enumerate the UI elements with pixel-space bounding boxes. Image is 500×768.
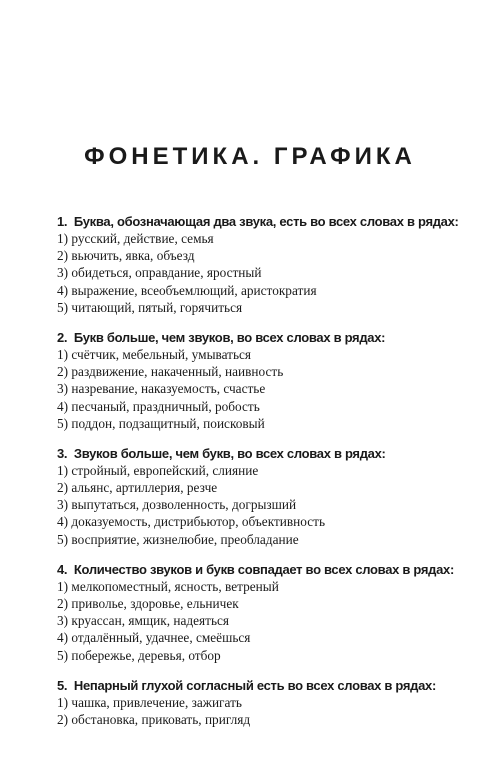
- answer-option: [57, 264, 457, 281]
- question-text: Звуков больше, чем букв, во всех словах в рядах:: [73, 445, 386, 461]
- answer-option: [57, 629, 457, 646]
- question-number: 5.: [57, 677, 68, 693]
- answer-option-number: 1): [57, 346, 69, 362]
- answer-option-text: читающий, пятый, горячиться: [71, 299, 243, 315]
- answer-option: [57, 711, 457, 728]
- answer-option: [57, 398, 457, 415]
- question-block: [57, 213, 457, 316]
- answer-option-text: выпутаться, дозволенность, догрызший: [71, 497, 297, 513]
- question-text: Непарный глухой согласный есть во всех словах в рядах:: [73, 677, 437, 693]
- answer-option-text: чашка, привлечение, зажигать: [71, 694, 242, 710]
- answer-option: [57, 694, 457, 711]
- question-number: 4.: [57, 561, 68, 577]
- answer-option: [57, 531, 457, 548]
- question-text: Количество звуков и букв совпадает во всех словах в рядах:: [73, 561, 454, 577]
- answer-option: [57, 415, 457, 432]
- answer-option-number: 5): [57, 531, 69, 547]
- question-block: [57, 677, 457, 728]
- answer-option-number: 2): [57, 480, 69, 496]
- answer-option-text: круассан, ямщик, надеяться: [71, 613, 230, 629]
- answer-option-text: восприятие, жизнелюбие, преобладание: [71, 531, 299, 547]
- answer-option-text: доказуемость, дистрибьютор, объективность: [71, 514, 326, 530]
- question-number: 3.: [57, 445, 68, 461]
- answer-option-text: отдалённый, удачнее, смеёшься: [71, 630, 251, 646]
- answer-option-text: мелкопоместный, ясность, ветреный: [71, 578, 279, 594]
- question-heading: [57, 213, 457, 230]
- question-number: 1.: [57, 214, 68, 229]
- question-number: 2.: [57, 329, 68, 345]
- question-heading: [57, 445, 457, 462]
- answer-option-number: 3): [57, 613, 69, 629]
- answer-option-text: счётчик, мебельный, умываться: [71, 346, 252, 362]
- answer-option-number: 2): [57, 364, 69, 380]
- answer-option: [57, 462, 457, 479]
- answer-option-text: раздвижение, накаченный, наивность: [71, 364, 284, 380]
- question-list: [57, 213, 457, 741]
- answer-option: [57, 247, 457, 264]
- answer-option-text: приволье, здоровье, ельничек: [71, 596, 239, 611]
- answer-option-text: выражение, всеобъемлющий, аристократия: [71, 282, 317, 298]
- answer-option-number: 4): [57, 398, 69, 414]
- answer-option-text: назревание, наказуемость, счастье: [71, 381, 266, 397]
- answer-option: [57, 578, 457, 595]
- answer-option-number: 1): [57, 231, 69, 246]
- answer-option-number: 1): [57, 462, 69, 478]
- answer-option: [57, 595, 457, 612]
- page-title: ФОНЕТИКА. ГРАФИКА: [84, 143, 416, 170]
- question-block: [57, 561, 457, 664]
- answer-option: [57, 479, 457, 496]
- answer-option-number: 1): [57, 578, 69, 594]
- question-text: Буква, обозначающая два звука, есть во всех словах в рядах:: [73, 214, 459, 229]
- question-heading: [57, 329, 457, 346]
- answer-option-number: 5): [57, 647, 69, 663]
- answer-option-text: обстановка, приковать, пригляд: [71, 711, 251, 727]
- answer-option-number: 5): [57, 299, 69, 315]
- answer-option-text: поддон, подзащитный, поисковый: [71, 415, 265, 431]
- answer-option: [57, 282, 457, 299]
- answer-option-text: альянс, артиллерия, резче: [71, 480, 218, 496]
- answer-option: [57, 230, 457, 247]
- answer-option-text: побережье, деревья, отбор: [71, 647, 221, 663]
- answer-option: [57, 380, 457, 397]
- answer-option-number: 3): [57, 265, 69, 281]
- answer-option-number: 3): [57, 381, 69, 397]
- question-heading: [57, 677, 457, 694]
- question-block: [57, 329, 457, 432]
- answer-option-text: русский, действие, семья: [71, 231, 214, 246]
- answer-option: [57, 612, 457, 629]
- answer-option: [57, 299, 457, 316]
- answer-option: [57, 513, 457, 530]
- answer-option-text: вьючить, явка, объезд: [71, 248, 195, 264]
- answer-option-number: 2): [57, 596, 69, 611]
- answer-option-number: 1): [57, 694, 69, 710]
- answer-option-number: 2): [57, 711, 69, 727]
- answer-option: [57, 363, 457, 380]
- question-heading: [57, 561, 457, 578]
- answer-option: [57, 496, 457, 513]
- answer-option: [57, 647, 457, 664]
- answer-option-text: обидеться, оправдание, яростный: [71, 265, 262, 281]
- answer-option-number: 4): [57, 630, 69, 646]
- answer-option-number: 2): [57, 248, 69, 264]
- answer-option-number: 4): [57, 282, 69, 298]
- answer-option-number: 4): [57, 514, 69, 530]
- question-block: [57, 445, 457, 548]
- answer-option-text: песчаный, праздничный, робость: [71, 398, 260, 414]
- question-text: Букв больше, чем звуков, во всех словах в рядах:: [73, 329, 386, 345]
- answer-option-number: 3): [57, 497, 69, 513]
- answer-option: [57, 346, 457, 363]
- answer-option-text: стройный, европейский, слияние: [71, 462, 259, 478]
- answer-option-number: 5): [57, 415, 69, 431]
